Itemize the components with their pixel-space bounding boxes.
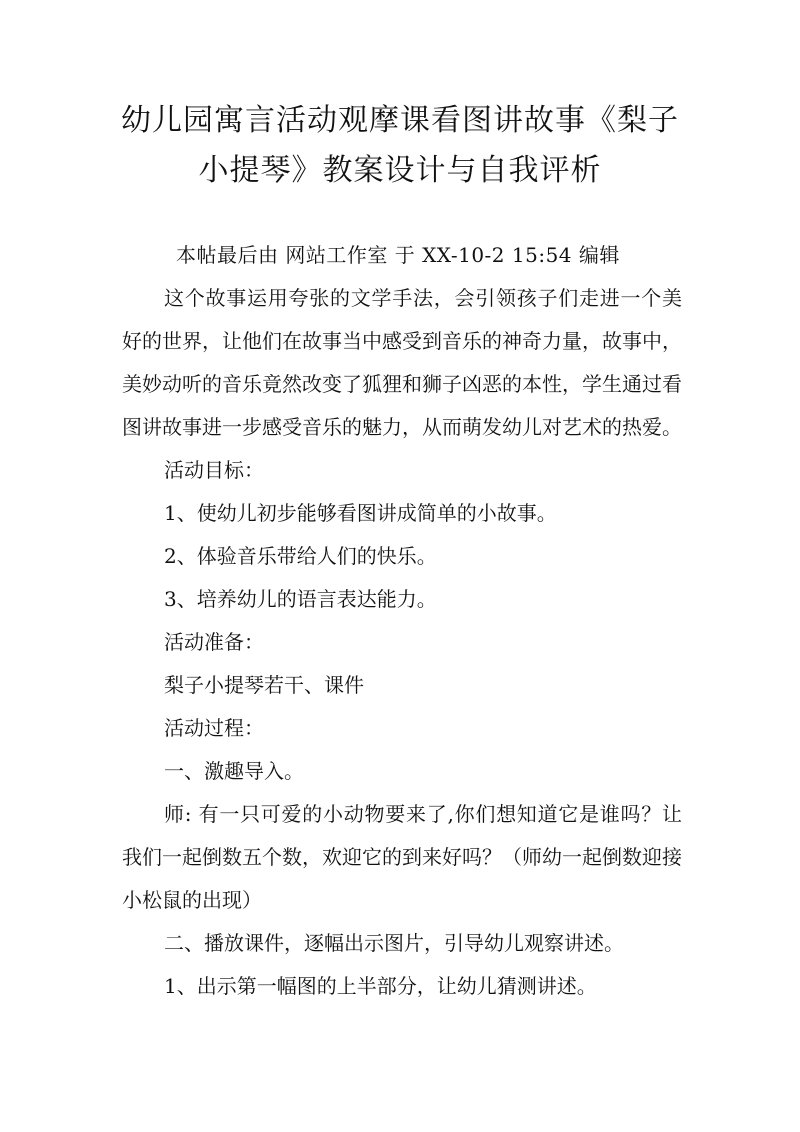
- process-step-2: 二、播放课件，逐幅出示图片，引导幼儿观察讲述。: [164, 931, 624, 955]
- process-step-1: 一、激趣导入。: [164, 759, 304, 783]
- process-substep-1: 1、出示第一幅图的上半部分，让幼儿猜测讲述。: [164, 974, 597, 998]
- goal-item-1: 1、使幼儿初步能够看图讲成简单的小故事。: [164, 501, 557, 525]
- preparation-heading: 活动准备：: [164, 630, 264, 654]
- process-heading: 活动过程：: [164, 716, 264, 740]
- edit-meta-line: 本帖最后由 网站工作室 于 XX-10-2 15:54 编辑: [176, 243, 620, 267]
- goal-item-2: 2、体验音乐带给人们的快乐。: [164, 544, 437, 568]
- document-title: 幼儿园寓言活动观摩课看图讲故事《梨子小提琴》教案设计与自我评析: [121, 103, 679, 188]
- goal-item-3: 3、培养幼儿的语言表达能力。: [164, 587, 437, 611]
- teacher-dialogue: 师: 有一只可爱的小动物要来了,你们想知道它是谁吗？让我们一起倒数五个数，欢迎它的到来好吗？（师幼一起倒数迎接小松鼠的出现）: [122, 802, 682, 912]
- goals-heading: 活动目标：: [164, 458, 264, 482]
- intro-paragraph: 这个故事运用夸张的文学手法，会引领孩子们走进一个美好的世界，让他们在故事当中感受到音乐的神奇力量，故事中，美妙动听的音乐竟然改变了狐狸和狮子凶恶的本性，学生通过看图讲故事进一步感受音乐的魅力，从而萌发幼儿对艺术的热爱。: [122, 286, 682, 439]
- preparation-item: 梨子小提琴若干、课件: [164, 673, 364, 697]
- document-body: [122, 234, 682, 1008]
